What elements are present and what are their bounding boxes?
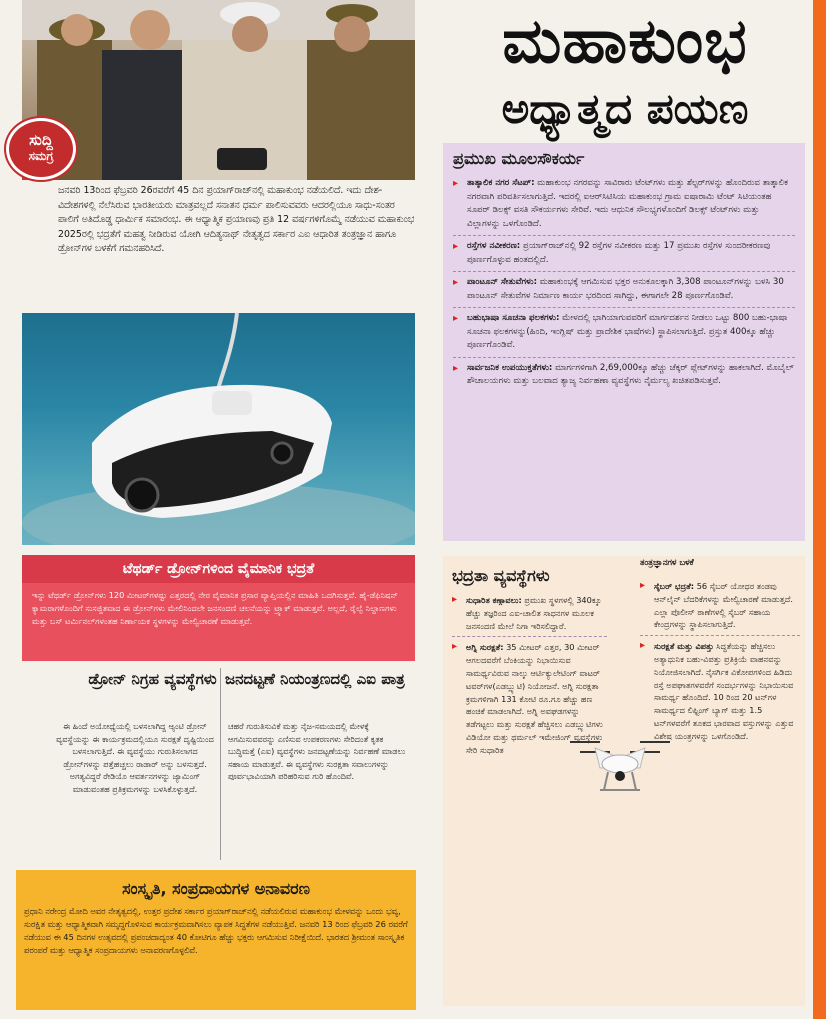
column-divider: [220, 668, 221, 860]
badge-line2: ಸಮಗ್ರ: [28, 149, 54, 163]
underwater-drone-photo: [22, 313, 415, 545]
infra-list: [453, 177, 795, 393]
headline-line1: ಮಹಾಕುಂಭ: [502, 4, 748, 77]
list-item: ▸ ಪಾಂಟೂನ್ ಸೇತುವೆಗಳು: ಮಹಾಕುಂಭಕ್ಕೆ ಆಗಮಿಸುವ ಭಕ್ತರ ಅನುಕೂಲಕ್ಕಾಗಿ 3,308 ಪಾಂಟೂನ್‌ಗಳನ್ನು ಬಳಸಿ 30 ಪಾಂಟೂನ್ ಸೇತುವೆಗಳ ನಿರ್ಮಾಣ ಕಾರ್ಯ ಭರದಿಂದ ಸಾಗಿದ್ದು, ಈಗಾಗಲೇ 28 ಪೂರ್ಣಗೊಂಡಿವೆ.: [453, 276, 795, 308]
security-left-col: [452, 594, 607, 1004]
list-item: ▸ ರಸ್ತೆಗಳ ನವೀಕರಣ: ಪ್ರಯಾಗ್‌ರಾಜ್‌ನಲ್ಲಿ 92 ರಸ್ತೆಗಳ ನವೀಕರಣ ಮತ್ತು 17 ಪ್ರಮುಖ ರಸ್ತೆಗಳ ಸುಂದರೀಕರಣವು ಪೂರ್ಣಗೊಳ್ಳುವ ಹಂತದಲ್ಲಿದೆ.: [453, 240, 795, 272]
culture-body: ಪ್ರಧಾನಿ ನರೇಂದ್ರ ಮೋದಿ ಅವರ ನೇತೃತ್ವದಲ್ಲಿ, ಉತ್ತರ ಪ್ರದೇಶ ಸರ್ಕಾರ ಪ್ರಯಾಗ್‌ರಾಜ್‌ನಲ್ಲಿ ನಡೆಯಲಿರುವ ಮಹಾಕುಂಭ ಮೇಳವನ್ನು ಒಂದು ಭವ್ಯ, ಸುರಕ್ಷಿತ ಮತ್ತು ಆಧ್ಯಾತ್ಮಿಕವಾಗಿ ಸಮೃದ್ಧಗೊಳಿಸುವ ಕಾರ್ಯಕ್ರಮವಾಗಿಸಲು ವ್ಯಾಪಕ ಸಿದ್ಧತೆಗಳ ನಡೆಯುತ್ತಿವೆ. ಜನವರಿ 13 ರಿಂದ ಫೆಬ್ರವರಿ 26 ರವರೆಗೆ ನಡೆಯುವ ಈ 45 ದಿನಗಳ ಉತ್ಸವದಲ್ಲಿ ಪ್ರಪಂಚದಾದ್ಯಂತ 40 ಕೋಟಿಗೂ ಹೆಚ್ಚು ಭಕ್ತರು ಆಗಮಿಸುವ ನಿರೀಕ್ಷೆಯಿದೆ. ಭಾರತದ ಶ್ರೀಮಂತ ಸಾಂಸ್ಕೃತಿಕ ಪರಂಪರೆ ಮತ್ತು ಆಧ್ಯಾತ್ಮಿಕ ಸಂಪ್ರದಾಯಗಳು ಅನಾವರಣಗೊಳ್ಳಲಿವೆ.: [24, 906, 408, 955]
officials-photo: [22, 0, 415, 180]
tethered-title: ಟೆಥರ್ಡ್ ಡ್ರೋನ್‌ಗಳಿಂದ ವೈಮಾನಿಕ ಭದ್ರತೆ: [22, 555, 415, 583]
security-title: ಭದ್ರತಾ ವ್ಯವಸ್ಥೆಗಳು: [452, 566, 550, 585]
list-item: ▸ ತಾತ್ಕಾಲಿಕ ನಗರ ಸೆಟಪ್: ಮಹಾಕುಂಭ ನಗರವನ್ನು ಸಾವಿರಾರು ಟೆಂಟ್‌ಗಳು ಮತ್ತು ಶೆಲ್ಟರ್‌ಗಳನ್ನು ಹೊಂದಿರುವ ತಾತ್ಕಾಲಿಕ ನಗರವಾಗಿ ಪರಿವರ್ತಿಸಲಾಗುತ್ತಿದೆ. ಇದರಲ್ಲಿ ಐಆರ್‌ಸಿಟಿಸಿಯ ಮಹಾಕುಂಭ ಗ್ರಾಮ ಐಷಾರಾಮಿ ಟೆಂಟ್ ಸಿಟಿಯಂತಹ ಸೂಪರ್ ಡಿಲಕ್ಸ್ ವಸತಿ ಸೌಕರ್ಯಗಳು ಸೇರಿವೆ. ಇದು ಆಧುನಿಕ ಸೌಲಭ್ಯಗಳೊಂದಿಗೆ ಡಿಲಕ್ಸ್ ಟೆಂಟ್‌ಗಳು ಮತ್ತು ವಿಲ್ಲಾಗಳನ್ನು ಒಳಗೊಂಡಿದೆ.: [453, 177, 795, 236]
infra-title: ಪ್ರಮುಖ ಮೂಲಸೌಕರ್ಯ: [453, 149, 585, 168]
list-item: ▸ ಸುರಕ್ಷತೆ ಮತ್ತು ವಿಪತ್ತು ಸಿದ್ಧತೆಯನ್ನು ಹೆಚ್ಚಿಸಲು ಅತ್ಯಾಧುನಿಕ ಬಹು-ವಿಪತ್ತು ಪ್ರತಿಕ್ರಿಯೆ ವಾಹನವನ್ನು ನಿಯೋಜಿಸಲಾಗಿದೆ. ನೈಸರ್ಗಿಕ ವಿಕೋಪಗಳಿಂದ ಹಿಡಿದು ರಸ್ತೆ ಅಪಘಾತಗಳವರೆಗೆ ಸಂದರ್ಭಗಳನ್ನು ನಿಭಾಯಿಸುವ ಸಾಮರ್ಥ್ಯ ಹೊಂದಿದೆ. 10 ರಿಂದ 20 ಟನ್‌ಗಳ ಸಾಮರ್ಥ್ಯದ ಲಿಫ್ಟಿಂಗ್ ಬ್ಯಾಗ್ ಮತ್ತು 1.5 ಟನ್‌ಗಳವರೆಗೆ ತೂಕದ ಭಾರವಾದ ವಸ್ತುಗಳನ್ನು ಎತ್ತುವ ವಿಶೇಷ ಯಂತ್ರಗಳನ್ನು ಒಳಗೊಂಡಿದೆ.: [640, 640, 800, 746]
list-item: ▸ ಬಹುಭಾಷಾ ಸೂಚನಾ ಫಲಕಗಳು: ಮೇಳದಲ್ಲಿ ಭಾಗಿಯಾಗುವವರಿಗೆ ಮಾರ್ಗದರ್ಶನ ನೀಡಲು ಒಟ್ಟು 800 ಬಹು-ಭಾಷಾ ಸೂಚನಾ ಫಲಕಗಳನ್ನು(ಹಿಂದಿ, ಇಂಗ್ಲಿಷ್ ಮತ್ತು ಪ್ರಾದೇಶಿಕ ಭಾಷೆಗಳು) ಸ್ಥಾಪಿಸಲಾಗುತ್ತಿದೆ. ಪ್ರಸ್ತುತ 400ಕ್ಕೂ ಹೆಚ್ಚು ಪೂರ್ಣಗೊಂಡಿವೆ.: [453, 312, 795, 358]
crowd-body: ಚಹರೆ ಗುರುತಿಸುವಿಕೆ ಮತ್ತು ನೈಜ-ಸಮಯದಲ್ಲಿ ಮೇಳಕ್ಕೆ ಆಗಮಿಸುವವರನ್ನು ಎಣಿಸುವ ಉಪಕರಣಗಳು ಸೇರಿದಂತೆ ಕೃತಕ ಬುದ್ಧಿಮತ್ತೆ (ಎಐ) ವ್ಯವಸ್ಥೆಗಳು ಜನದಟ್ಟಣೆಯನ್ನು ನಿರ್ವಹಣೆ ಮಾಡಲು ಸಹಾಯ ಮಾಡುತ್ತವೆ. ಈ ವ್ಯವಸ್ಥೆಗಳು ಸುರಕ್ಷತಾ ಸವಾಲುಗಳನ್ನು ಪೂರ್ವಭಾವಿಯಾಗಿ ಪರಿಹರಿಸುವ ಗುರಿ ಹೊಂದಿವೆ.: [228, 721, 406, 782]
antidrone-body: ಈ ಹಿಂದೆ ಅಯೋಧ್ಯೆಯಲ್ಲಿ ಬಳಸಲಾಗಿದ್ದ ಆ್ಯಂಟಿ ಡ್ರೋನ್ ವ್ಯವಸ್ಥೆಯನ್ನು ಈ ಕಾರ್ಯಕ್ರಮದಲ್ಲಿಯೂ ಸುರಕ್ಷತೆ ದೃಷ್ಟಿಯಿಂದ ಬಳಸಲಾಗುತ್ತಿದೆ. ಈ ವ್ಯವಸ್ಥೆಯು ಗುರುತಿಸಲಾಗದ ಡ್ರೋನ್‌ಗಳನ್ನು ಪತ್ತೆಹಚ್ಚಲು ರಾಡಾರ್ ಅನ್ನು ಬಳಸುತ್ತದೆ. ಅಗತ್ಯವಿದ್ದರೆ ರೇಡಿಯೊ ಆವರ್ತನಗಳನ್ನು ಜ್ಯಾಮಿಂಗ್ ಮಾಡುವಂತಹ ಪ್ರತಿಕ್ರಮಗಳನ್ನು ಬಳಸಿಕೊಳ್ಳುತ್ತದೆ.: [56, 721, 214, 794]
list-item: ▸ ಸಾರ್ವಜನಿಕ ಉಪಯುಕ್ತತೆಗಳು: ಮಾರ್ಗಗಳಿಗಾಗಿ 2,69,000ಕ್ಕೂ ಹೆಚ್ಚು ಚೆಕ್ಕರ್ ಪ್ಲೇಟ್‌ಗಳನ್ನು ಹಾಕಲಾಗಿದೆ. ಮೊಬೈಲ್ ಶೌಚಾಲಯಗಳು ಮತ್ತು ಬಲವಾದ ತ್ಯಾಜ್ಯ ನಿರ್ವಹಣಾ ವ್ಯವಸ್ಥೆಗಳು ನೈರ್ಮಲ್ಯ ಖಚಿತಪಡಿಸುತ್ತವೆ.: [453, 362, 795, 393]
badge: [6, 118, 76, 180]
crowd-title: ಜನದಟ್ಟಣೆ ನಿಯಂತ್ರಣದಲ್ಲಿ ಎಐ ಪಾತ್ರ: [225, 670, 405, 688]
list-item: ▸ ಸುಧಾರಿತ ಕಣ್ಗಾವಲು: ಪ್ರಮುಖ ಸ್ಥಳಗಳಲ್ಲಿ 340ಕ್ಕೂ ಹೆಚ್ಚು ತಜ್ಞರಿಂದ ಎಐ-ಚಾಲಿತ ಸಾಧನಗಳ ಮೂಲಕ ಜನಸಂದಣಿ ಮೇಲೆ ನಿಗಾ ಇರಿಸಲಿದ್ದಾರೆ.: [452, 594, 607, 637]
badge-line1: ಸುದ್ದಿ: [29, 131, 53, 149]
antidrone-title: ಡ್ರೋನ್ ನಿಗ್ರಹ ವ್ಯವಸ್ಥೆಗಳು: [88, 670, 217, 688]
intro-paragraph: ಜನವರಿ 13ರಿಂದ ಫೆಬ್ರವರಿ 26ರವರೆಗೆ 45 ದಿನ ಪ್ರಯಾಗ್‌ರಾಜ್‌ನಲ್ಲಿ ಮಹಾಕುಂಭ ನಡೆಯಲಿದೆ. ಇದು ದೇಶ-ವಿದೇಶಗಳಲ್ಲಿ ನೆಲೆಸಿರುವ ಭಾರತೀಯರು ಮಾತ್ರವಲ್ಲದೆ ಸನಾತನ ಧರ್ಮ ಪಾಲಿಸುವವರು ಆದರಲ್ಲಿಯೂ ಸಾಧು-ಸಂತರ ಪಾಲಿಗೆ ಅತಿದೊಡ್ಡ ಧಾರ್ಮಿಕ ಸಮಾರಂಭ. ಈ ಆಧ್ಯಾತ್ಮಿಕ ಪ್ರಯಾಣವು ಪ್ರತಿ 12 ವರ್ಷಗಳಿಗೊಮ್ಮೆ ನಡೆಯುವ ಮಹಾಕುಂಭ 2025ರಲ್ಲಿ ಭದ್ರತೆಗೆ ಮಹತ್ವ ನೀಡಿರುವ ಯೋಗಿ ಆದಿತ್ಯನಾಥ್ ನೇತೃತ್ವದ ಸರ್ಕಾರ ಎಐ ಆಧಾರಿತ ತಂತ್ರಜ್ಞಾನ ಹಾಗೂ ಡ್ರೋನ್‌ಗಳ ಬಳಕೆಗೆ ಗಮನಹರಿಸಿದೆ.: [58, 185, 415, 255]
tethered-body: ಇನ್ನು ಟೆಥರ್ಡ್ ಡ್ರೋನ್‌ಗಳು 120 ಮೀಟರ್‌ಗಳಷ್ಟು ಎತ್ತರದಲ್ಲಿ ನೇರ ವೈಮಾನಿಕ ಪ್ರಸಾರ ವ್ಯಾಪ್ತಿಯಲ್ಲಿನ ಮಾಹಿತಿ ಒದಗಿಸುತ್ತವೆ. ಹೈ-ಡೆಫಿನಿಷನ್ ಕ್ಯಾಮರಾಗಳೊಂದಿಗೆ ಸುಸಜ್ಜಿತವಾದ ಈ ಡ್ರೋನ್‌ಗಳು ಮೇಲಿನಿಂದಲೇ ಜನಸಂದಣಿ ಚಲನೆಯನ್ನು ಟ್ರ್ಯಾಕ್ ಮಾಡುತ್ತವೆ. ಅಲ್ಲದೆ, ರೈಲ್ವೆ ನಿಲ್ದಾಣಗಳು ಮತ್ತು ಬಸ್ ಟರ್ಮಿನಲ್‌ಗಳಂತಹ ನಿರ್ಣಾಯಕ ಸ್ಥಳಗಳನ್ನು ಮೇಲ್ವಿಚಾರಣೆ ಮಾಡುತ್ತವೆ.: [22, 583, 415, 661]
infra-box: [443, 143, 805, 541]
list-item: ▸ ಅಗ್ನಿ ಸುರಕ್ಷತೆ: 35 ಮೀಟರ್ ಎತ್ತರ, 30 ಮೀಟರ್ ಆಗಲದವರೆಗೆ ಬೆಂಕಿಯನ್ನು ನಿಭಾಯಿಸುವ ಸಾಮರ್ಥ್ಯವಿರುವ ನಾಲ್ಕು ಆರ್ಟಿಕ್ಯುಲೇಟಿಂಗ್ ವಾಟರ್ ಟವರ್‌ಗಳ(ಎಡಬ್ಲ್ಯುಟಿ) ನಿಯೋಜನೆ. ಅಗ್ನಿ ಸುರಕ್ಷತಾ ಕ್ರಮಗಳಿಗಾಗಿ 131 ಕೋಟಿ ರೂ.ಗೂ ಹೆಚ್ಚು ಹಣ ಹಂಚಿಕೆ ಮಾಡಲಾಗಿದೆ. ಅಗ್ನಿ ಅವಘಡಗಳನ್ನು ತಡೆಗಟ್ಟಲು ಮತ್ತು ಸುರಕ್ಷತೆ ಹೆಚ್ಚಿಸಲು ಎಡಬ್ಲ್ಯುಟಿಗಳು ವಿಡಿಯೋ ಮತ್ತು ಥರ್ಮಲ್ ಇಮೇಜಿಂಗ್ ವ್ಯವಸ್ಥೆಗಳು ಸೇರಿ ಸುಧಾರಿತ: [452, 641, 607, 760]
quadcopter-image: [560, 728, 680, 798]
right-edge-bar: [813, 0, 826, 1019]
headline-line2: ಅಧ್ಯಾತ್ಮದ ಪಯಣ: [501, 84, 749, 133]
list-item: ▸ ಸೈಬರ್ ಭದ್ರತೆ: 56 ಸೈಬರ್ ಯೋಧರ ತಂಡವು ಆನ್‌ಲೈನ್ ಬೆದರಿಕೆಗಳನ್ನು ಮೇಲ್ವಿಚಾರಣೆ ಮಾಡುತ್ತದೆ. ಎಲ್ಲಾ ಪೊಲೀಸ್ ಠಾಣೆಗಳಲ್ಲಿ ಸೈಬರ್ ಸಹಾಯ ಕೇಂದ್ರಗಳನ್ನು ಸ್ಥಾಪಿಸಲಾಗುತ್ತಿದೆ.: [640, 580, 800, 636]
security-col2-top: ತಂತ್ರಜ್ಞಾನಗಳ ಬಳಕೆ: [640, 557, 694, 567]
culture-title: ಸಂಸ್ಕೃತಿ, ಸಂಪ್ರದಾಯಗಳ ಅನಾವರಣ: [122, 879, 310, 898]
